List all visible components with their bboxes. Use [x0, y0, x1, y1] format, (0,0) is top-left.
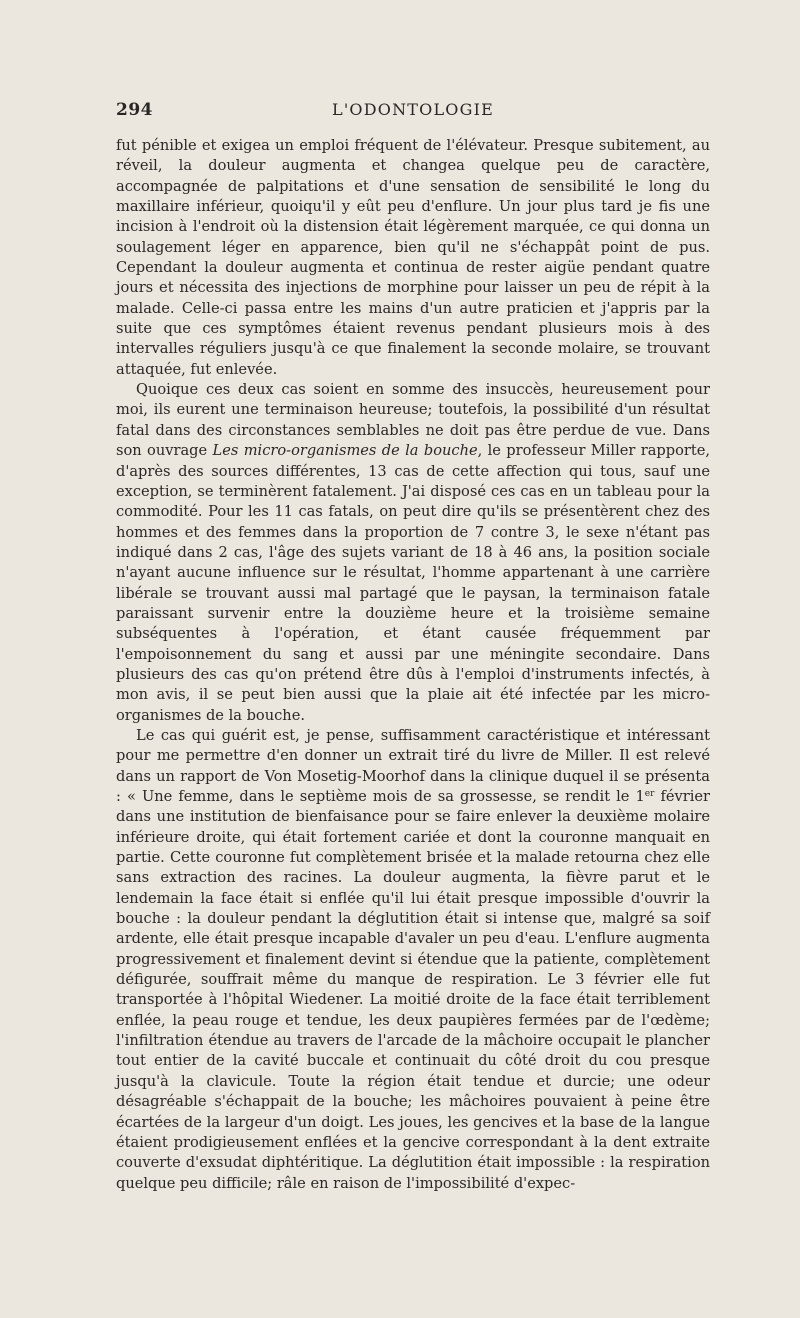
running-head — [116, 100, 710, 126]
book-title: Les micro-organismes de la bouche — [212, 442, 478, 460]
paragraph-2 — [116, 380, 710, 726]
paragraph-2-text-end: , le professeur Miller rapporte, d'après des sources différentes, 13 cas de cette affection qui tous, sauf une exception, se terminèrent fatalement. J'ai disposé ces cas en un tableau pour la commodité. Pour les 11 cas fatals, on peut dire qu'ils se présentèrent chez des hommes et des femmes dans la proportion de 7 contre 3, le sexe n'étant pas indiqué dans 2 cas, l'âge des sujets variant de 18 à 46 ans, la position sociale n'ayant aucune influence sur le résultat, l'homme appartenant à une carrière libérale se trouvant aussi mal partagé que le paysan, la terminaison fatale paraissant survenir entre la douzième heure et la troisième semaine subséquentes à l'opération, et étant causée fréquemment par l'empoisonnement du sang et aussi par une méningite secondaire. Dans plusieurs des cas qu'on prétend être dûs à l'emploi d'instruments infectés, à mon avis, il se peut bien aussi que la plaie ait été infectée par les micro-organismes de la bouche. — [116, 442, 710, 724]
journal-title: L'ODONTOLOGIE — [332, 100, 494, 119]
body-text — [116, 136, 710, 1194]
paragraph-3-text-start: Le cas qui guérit est, je pense, suffisamment caractéristique et intéressant pour me permettre d'en donner un extrait tiré du livre de Miller. Il est relevé dans un rapport de Von Mosetig-Moorhof dans la clinique duquel il se présenta : « Une femme, dans le septième mois de sa grossesse, se rendit le 1 — [116, 726, 710, 805]
paragraph-3 — [116, 726, 710, 1194]
paragraph-1 — [116, 136, 710, 380]
page-number: 294 — [116, 100, 153, 120]
paragraph-2-text-start: Quoique ces deux cas soient en somme des insuccès, heureusement pour moi, ils eurent une terminaison heureuse; toutefois, la possibilité d'un résultat fatal dans des circonstances semblables ne doit pas être perdue de vue. Dans son ouvrage — [116, 381, 710, 460]
ordinal-superscript: er — [644, 789, 655, 799]
paragraph-3-text-end: février dans une institution de bienfaisance pour se faire enlever la deuxième molaire inférieure droite, qui était fortement cariée et dont la couronne manquait en partie. Cette couronne fut complètement brisée et la malade retourna chez elle sans extraction des racines. La douleur augmenta, la fièvre parut et le lendemain la face était si enflée qu'il lui était presque impossible d'ouvrir la bouche : la douleur pendant la déglutition était si intense que, malgré sa soif ardente, elle était presque incapable d'avaler un peu d'eau. L'enflure augmenta progressivement et finalement devint si étendue que la patiente, complètement défigurée, souffrait même du manque de respiration. Le 3 février elle fut transportée à l'hôpital Wiedener. La moitié droite de la face était terriblement enflée, la peau rouge et tendue, les deux paupières fermées par de l'œdème; l'infiltration étendue au travers de l'arcade de la mâchoire occupait le plancher tout entier de la cavité buccale et continuait du côté droit du cou presque jusqu'à la clavicule. Toute la région était tendue et durcie; une odeur désagréable s'échappait de la bouche; les mâchoires pouvaient à peine être écartées de la largeur d'un doigt. Les joues, les gencives et la base de la langue étaient prodigieusement enflées et la gencive correspondant à la dent extraite couverte d'exsudat diphtéritique. La déglutition était impossible : la respiration quelque peu difficile; râle en raison de l'impossibilité d'expec- — [116, 788, 710, 1192]
paragraph-1-text: fut pénible et exigea un emploi fréquent de l'élévateur. Presque subitement, au réveil, la douleur augmenta et changea quelque peu de caractère, accompagnée de palpitations et d'une sensation de sensibilité le long du maxillaire inférieur, quoiqu'il y eût peu d'enflure. Un jour plus tard je fis une incision à l'endroit où la distension était légèrement marquée, ce qui donna un soulagement léger en apparence, bien qu'il ne s'échappât point de pus. Cependant la douleur augmenta et continua de rester aigüe pendant quatre jours et nécessita des injections de morphine pour laisser un peu de répit à la malade. Celle-ci passa entre les mains d'un autre praticien et j'appris par la suite que ces symptômes étaient revenus pendant plusieurs mois à des intervalles réguliers jusqu'à ce que finalement la seconde molaire, se trouvant attaquée, fut enlevée. — [116, 137, 710, 378]
